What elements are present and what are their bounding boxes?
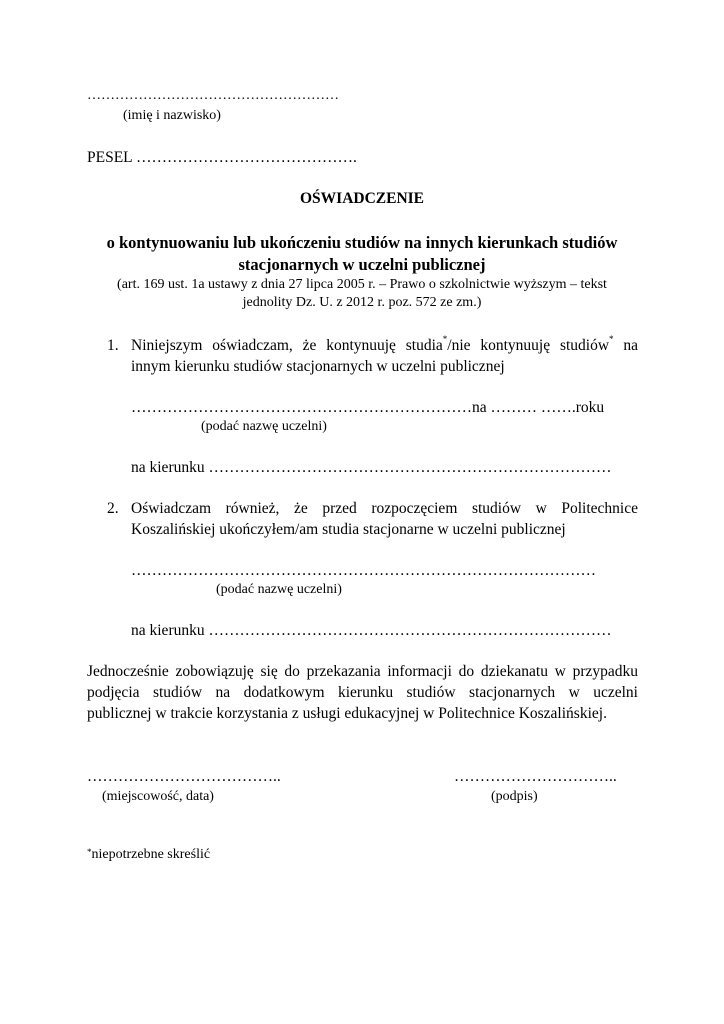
commitment-line-1: Jednocześnie zobowiązuję się do przekazania informacji do dziekanatu w przypadku	[87, 663, 638, 680]
item-1-field-line: na kierunku ……………………………………………………………………	[131, 459, 612, 476]
footnote-text: niepotrzebne skreślić	[91, 847, 211, 862]
commitment-line-3: publicznej w trakcie korzystania z usługi edukacyjnej w Politechnice Koszalińskiej.	[87, 705, 607, 722]
name-label: (imię i nazwisko)	[123, 108, 221, 123]
commitment-line-2: podjęcia studiów na dodatkowym kierunku studiów stacjonarnych w uczelni	[87, 684, 638, 701]
item-1-text-c: na	[613, 337, 638, 354]
item-1-university-line: …………………………………………………………na ……… …….roku	[131, 399, 605, 416]
subtitle-line-2: stacjonarnych w uczelni publicznej	[238, 255, 486, 274]
place-date-dots: ………………………………..	[87, 768, 281, 785]
item-2-line-2: Koszalińskiej ukończyłem/am studia stacjonarne w uczelni publicznej	[131, 521, 566, 538]
subtitle-line-1: o kontynuowaniu lub ukończeniu studiów na innych kierunkach studiów	[106, 233, 618, 252]
item-2-university-line: ………………………………………………………………………………	[131, 562, 596, 579]
legal-reference-line-2: jednolity Dz. U. z 2012 r. poz. 572 ze zm.)	[242, 295, 482, 310]
place-date-label: (miejscowość, data)	[102, 789, 214, 804]
item-1-number: 1.	[107, 337, 119, 354]
item-1-text-a: Niniejszym oświadczam, że kontynuuję studia	[131, 337, 443, 354]
item-2-number: 2.	[107, 500, 119, 517]
item-1-line-1	[131, 334, 638, 355]
footnote-asterisk: *	[609, 334, 614, 344]
footnote-asterisk: *	[442, 334, 448, 344]
item-1-text-b: /nie kontynuuję studiów	[447, 337, 610, 354]
legal-reference-line-1: (art. 169 ust. 1a ustawy z dnia 27 lipca 2005 r. – Prawo o szkolnictwie wyższym – tekst	[117, 277, 607, 292]
footnote-marker: *	[87, 847, 92, 857]
signature-dots: …………………………..	[454, 768, 617, 785]
item-2-line-1: Oświadczam również, że przed rozpoczęciem studiów w Politechnice	[131, 500, 638, 517]
pesel-line: PESEL …………………………………….	[87, 149, 357, 166]
name-dots-line: ………………………………………………	[87, 88, 339, 103]
item-2-university-hint: (podać nazwę uczelni)	[216, 582, 342, 597]
footnote	[87, 847, 210, 863]
item-1-university-hint: (podać nazwę uczelni)	[201, 419, 327, 434]
signature-label: (podpis)	[491, 789, 538, 804]
item-1-line-2: innym kierunku studiów stacjonarnych w uczelni publicznej	[131, 358, 505, 375]
document-title: OŚWIADCZENIE	[299, 190, 425, 207]
item-2-field-line: na kierunku ……………………………………………………………………	[131, 622, 612, 639]
